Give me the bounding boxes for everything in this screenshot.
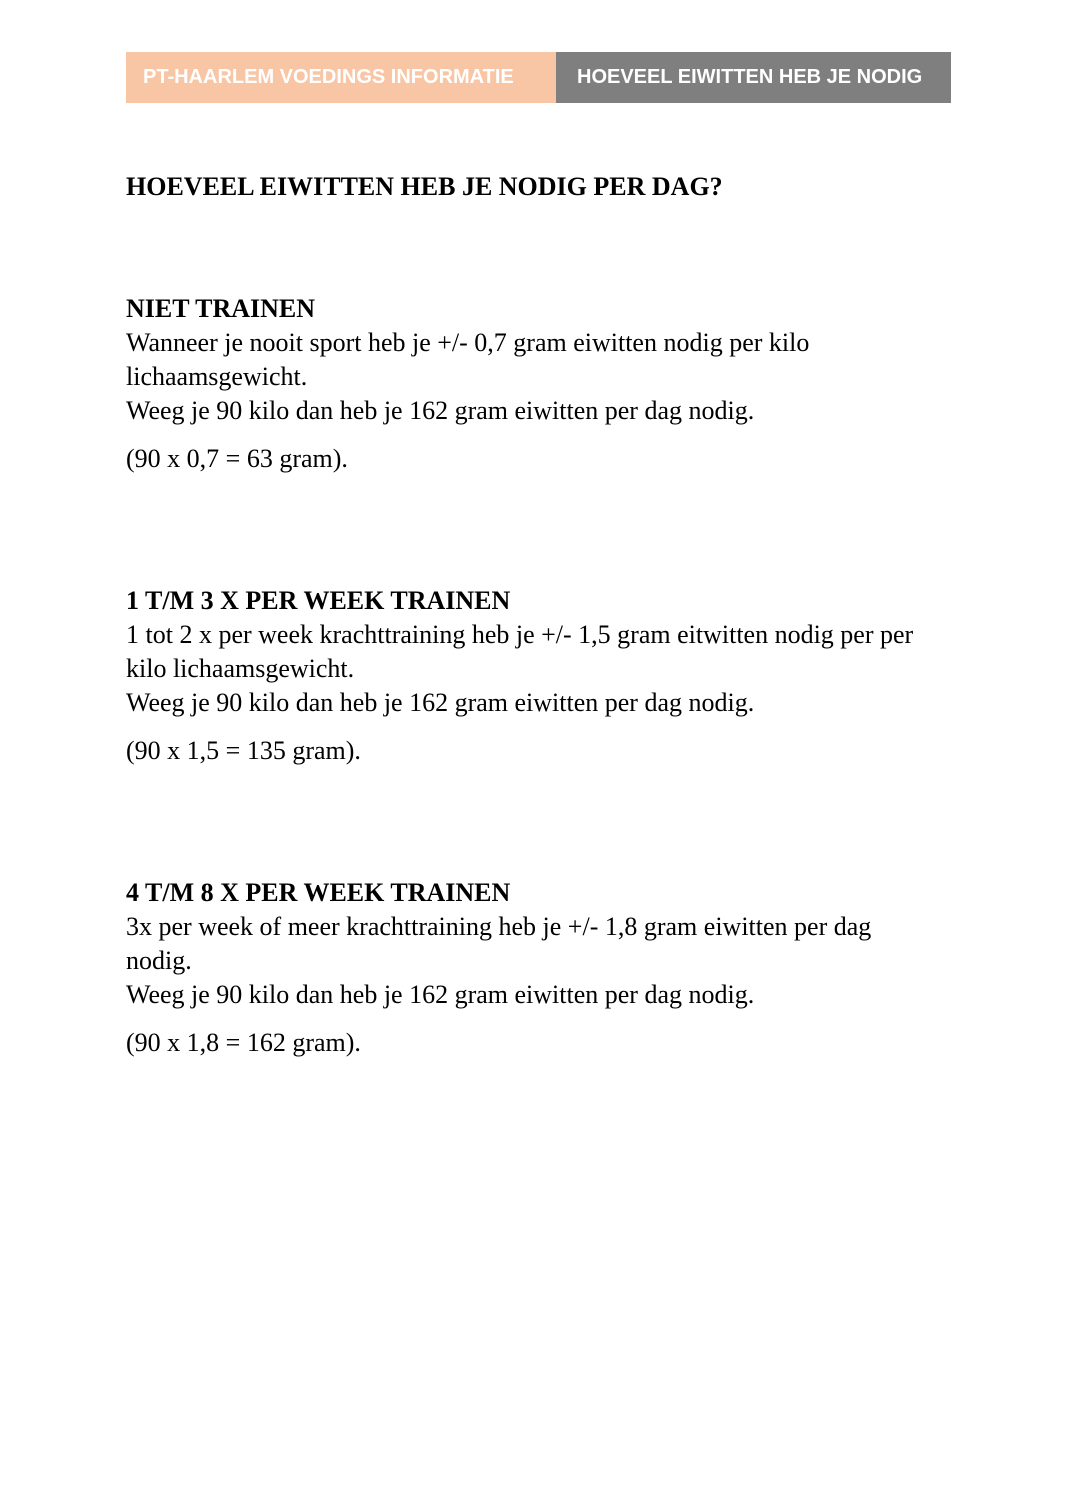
- section-body: 1 tot 2 x per week krachttraining heb je +/- 1,5 gram eitwitten nodig per per kilo lichaamsgewicht.: [126, 620, 914, 683]
- section-1-3-x-per-week: [126, 584, 936, 768]
- section-heading: 1 T/M 3 X PER WEEK TRAINEN: [126, 586, 511, 615]
- section-calculation: (90 x 1,8 = 162 gram).: [126, 1028, 361, 1057]
- section-calculation: (90 x 0,7 = 63 gram).: [126, 444, 348, 473]
- header-topic-label: HOEVEEL EIWITTEN HEB JE NODIG: [556, 52, 951, 103]
- section-example: Weeg je 90 kilo dan heb je 162 gram eiwitten per dag nodig.: [126, 980, 755, 1009]
- section-niet-trainen: [126, 292, 936, 476]
- section-4-8-x-per-week: [126, 876, 936, 1060]
- header-brand-label: PT-HAARLEM VOEDINGS INFORMATIE: [126, 52, 556, 103]
- section-body: 3x per week of meer krachttraining heb je +/- 1,8 gram eiwitten per dag nodig.: [126, 912, 872, 975]
- section-heading: NIET TRAINEN: [126, 294, 316, 323]
- section-body: Wanneer je nooit sport heb je +/- 0,7 gram eiwitten nodig per kilo lichaamsgewicht.: [126, 328, 810, 391]
- section-calculation: (90 x 1,5 = 135 gram).: [126, 736, 361, 765]
- section-example: Weeg je 90 kilo dan heb je 162 gram eiwitten per dag nodig.: [126, 396, 755, 425]
- page-title: HOEVEEL EIWITTEN HEB JE NODIG PER DAG?: [126, 172, 723, 201]
- section-example: Weeg je 90 kilo dan heb je 162 gram eiwitten per dag nodig.: [126, 688, 755, 717]
- page-header: [126, 52, 951, 103]
- section-heading: 4 T/M 8 X PER WEEK TRAINEN: [126, 878, 511, 907]
